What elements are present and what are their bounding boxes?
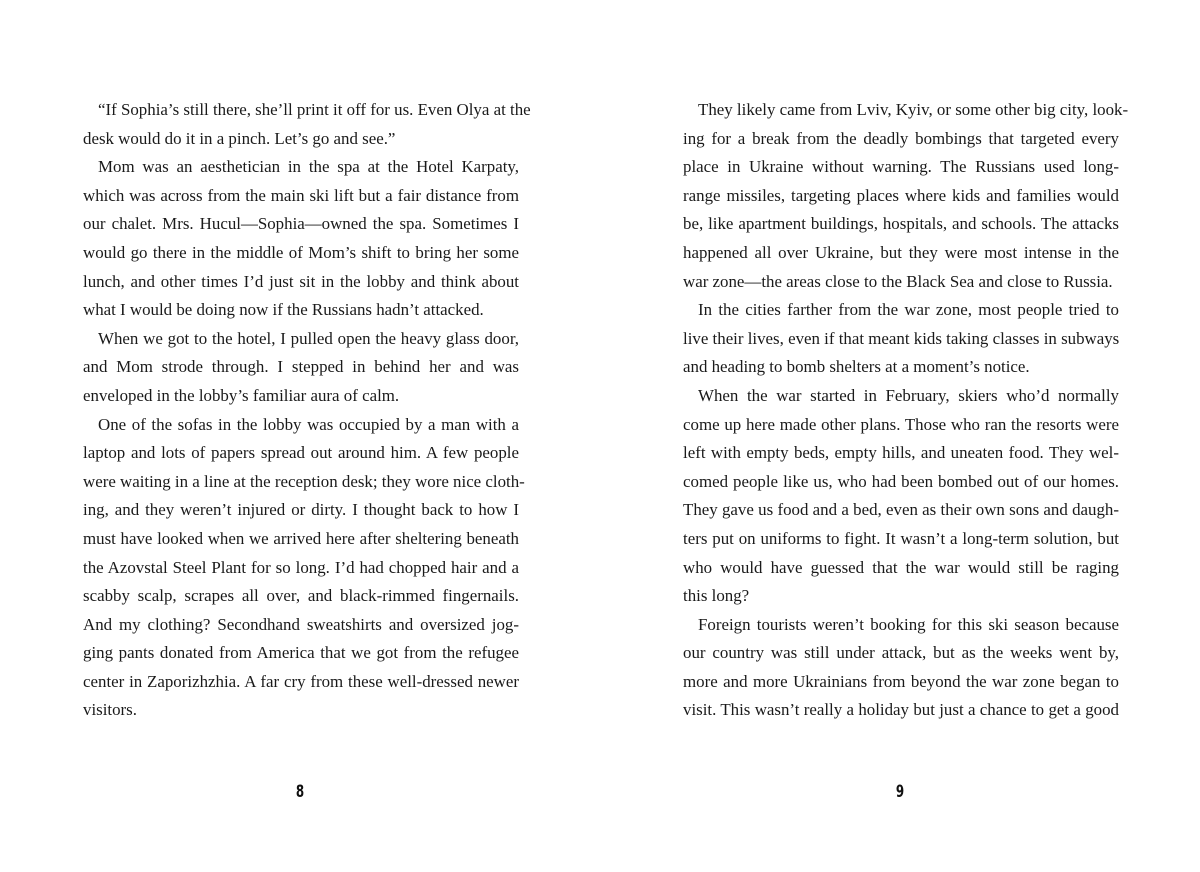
- text-line: They likely came from Lviv, Kyiv, or some other big city, look-: [698, 100, 1129, 119]
- text-line: lunch, and other times I’d just sit in the lobby and think about: [83, 271, 519, 291]
- text-line: were waiting in a line at the reception desk; they wore nice cloth-: [83, 471, 525, 491]
- text-line: war zone—the areas close to the Black Sea and close to Russia.: [683, 271, 1113, 291]
- text-line: and Mom strode through. I stepped in behind her and was: [83, 357, 519, 377]
- text-line: One of the sofas in the lobby was occupied by a man with a: [98, 414, 519, 434]
- text-line: comed people like us, who had been bombed out of our homes.: [683, 471, 1119, 491]
- text-line: live their lives, even if that meant kids taking classes in subways: [683, 328, 1120, 348]
- text-line: what I would be doing now if the Russians hadn’t attacked.: [83, 300, 484, 320]
- text-line: Mom was an aesthetician in the spa at the Hotel Karpaty,: [98, 157, 519, 177]
- text-line: ters put on uniforms to fight. It wasn’t a long-term solution, but: [683, 528, 1119, 548]
- text-line: ing, and they weren’t injured or dirty. I thought back to how I: [83, 500, 519, 520]
- text-line: center in Zaporizhzhia. A far cry from these well-dressed newer: [83, 671, 519, 691]
- text-line: more and more Ukrainians from beyond the war zone began to: [683, 671, 1119, 691]
- text-line: In the cities farther from the war zone, most people tried to: [698, 300, 1119, 320]
- text-line: left with empty beds, empty hills, and uneaten food. They wel-: [683, 443, 1119, 463]
- page-number-right: 9: [895, 782, 905, 802]
- text-line: laptop and lots of papers spread out around him. A few people: [83, 443, 519, 463]
- text-line: And my clothing? Secondhand sweatshirts and oversized jog-: [83, 614, 519, 634]
- text-line: would go there in the middle of Mom’s shift to bring her some: [83, 242, 519, 262]
- text-line: this long?: [683, 586, 750, 606]
- text-line: Foreign tourists weren’t booking for this ski season because: [698, 614, 1119, 634]
- text-line: come up here made other plans. Those who ran the resorts were: [683, 414, 1119, 434]
- page-number-left: 8: [295, 782, 305, 802]
- text-line: They gave us food and a bed, even as their own sons and daugh-: [683, 500, 1119, 520]
- text-line: When we got to the hotel, I pulled open the heavy glass door,: [98, 328, 519, 348]
- text-line: When the war started in February, skiers who’d normally: [698, 385, 1119, 405]
- text-line: visitors.: [83, 700, 137, 720]
- text-line: range missiles, targeting places where kids and families would: [683, 185, 1119, 205]
- text-line: desk would do it in a pinch. Let’s go and see.”: [83, 128, 396, 148]
- text-line: which was across from the main ski lift but a fair distance from: [83, 185, 519, 205]
- text-line: visit. This wasn’t really a holiday but just a chance to get a good: [683, 700, 1119, 720]
- text-line: must have looked when we arrived here after sheltering beneath: [83, 528, 519, 548]
- right-page-text: [683, 96, 1129, 725]
- text-line: happened all over Ukraine, but they were most intense in the: [683, 242, 1119, 262]
- text-line: our country was still under attack, but as the weeks went by,: [683, 643, 1119, 663]
- text-line: the Azovstal Steel Plant for so long. I’d had chopped hair and a: [83, 557, 519, 577]
- text-line: enveloped in the lobby’s familiar aura of calm.: [83, 385, 400, 405]
- text-line: and heading to bomb shelters at a moment’s notice.: [683, 357, 1030, 377]
- text-line: place in Ukraine without warning. The Russians used long-: [683, 157, 1119, 177]
- text-line: be, like apartment buildings, hospitals, and schools. The attacks: [683, 214, 1119, 234]
- text-line: our chalet. Mrs. Hucul—Sophia—owned the spa. Sometimes I: [83, 214, 519, 234]
- text-line: who would have guessed that the war would still be raging: [683, 557, 1119, 577]
- text-line: ing for a break from the deadly bombings that targeted every: [683, 128, 1119, 148]
- text-line: ging pants donated from America that we got from the refugee: [83, 643, 519, 663]
- text-line: “If Sophia’s still there, she’ll print it off for us. Even Olya at the: [98, 100, 531, 119]
- left-page-text: [83, 96, 531, 725]
- text-line: scabby scalp, scrapes all over, and black-rimmed fingernails.: [83, 586, 519, 606]
